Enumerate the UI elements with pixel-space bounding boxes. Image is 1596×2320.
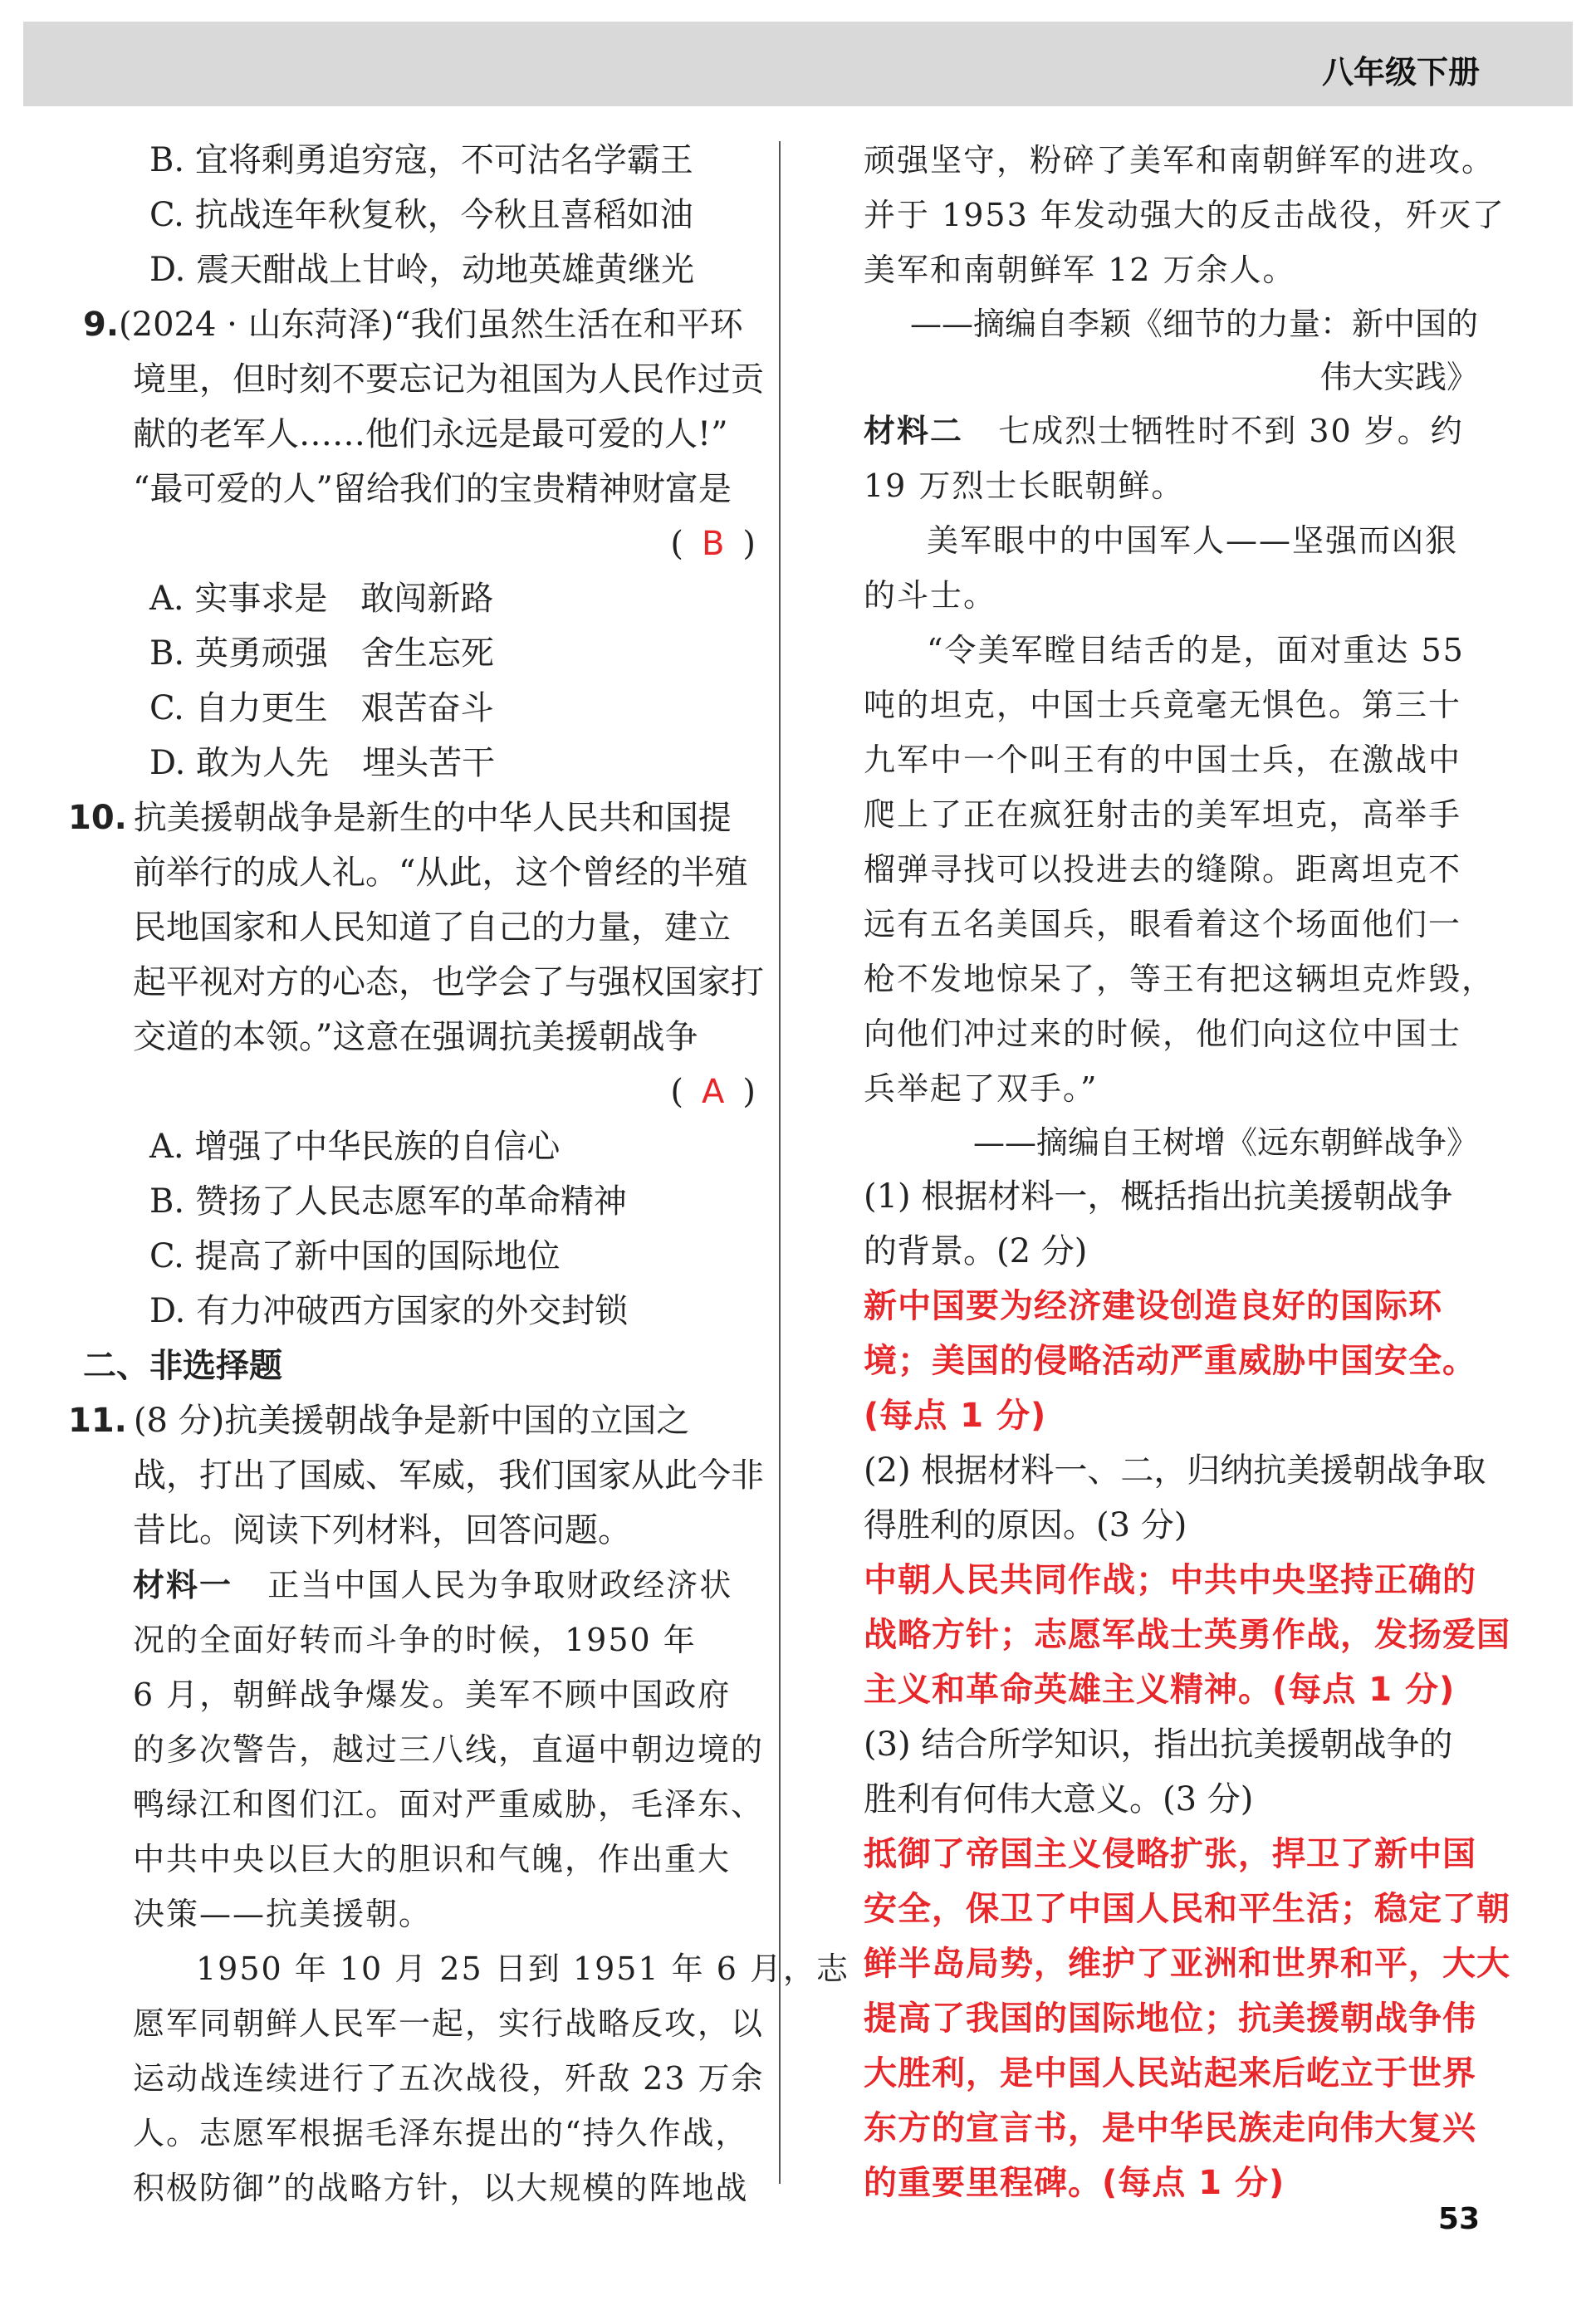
material-text: 积极防御”的战略方针，以大规模的阵地战 xyxy=(133,2170,749,2206)
material-text: 材料一 正当中国人民为争取财政经济状 xyxy=(133,1567,733,1603)
grade-title: 八年级下册 xyxy=(1321,54,1480,91)
answer-text: 鲜半岛局势，维护了亚洲和世界和平，大大 xyxy=(864,1945,1510,1983)
option: C. 自力更生 艰苦奋斗 xyxy=(149,689,494,727)
q8-options xyxy=(133,133,764,297)
question-text: 战，打出了国威、军威，我们国家从此今非 xyxy=(133,1456,764,1495)
material-text: 美军眼中的中国军人——坚强而凶狠 xyxy=(927,522,1459,559)
question-number: 9. xyxy=(83,306,120,344)
option: A. 增强了中华民族的自信心 xyxy=(149,1128,561,1166)
answer-text: 主义和革命英雄主义精神。(每点 1 分) xyxy=(864,1671,1456,1709)
answer-letter: B xyxy=(701,525,725,563)
material-text: 19 万烈士长眠朝鲜。 xyxy=(864,467,1185,504)
question-number: 10. xyxy=(68,799,127,837)
answer-bracket: ( B ) xyxy=(670,525,756,563)
material-label: 材料一 xyxy=(133,1567,233,1603)
question-text: 境里，但时刻不要忘记为祖国为人民作过贡 xyxy=(133,360,764,399)
right-column xyxy=(864,133,1510,2210)
option: B. 宜将剩勇追穷寇，不可沽名学霸王 xyxy=(149,141,693,179)
column-divider xyxy=(779,141,781,2184)
material-text: 鸭绿江和图们江。面对严重威胁，毛泽东、 xyxy=(133,1786,765,1823)
answer-text: 抵御了帝国主义侵略扩张，捍卫了新中国 xyxy=(864,1835,1476,1873)
answer-letter: A xyxy=(702,1073,725,1111)
answer-text: (每点 1 分) xyxy=(864,1397,1047,1435)
question-text: 昔比。阅读下列材料，回答问题。 xyxy=(133,1511,631,1549)
answer-text: 大胜利，是中国人民站起来后屹立于世界 xyxy=(864,2054,1476,2092)
material-text: 并于 1953 年发动强大的反击战役，歼灭了 xyxy=(864,197,1505,233)
material-text: 美军和南朝鲜军 12 万余人。 xyxy=(864,252,1296,288)
question-text: 前举行的成人礼。“从此，这个曾经的半殖 xyxy=(133,854,748,892)
answer-text: 东方的宣言书，是中华民族走向伟大复兴 xyxy=(864,2109,1476,2147)
question-text: 交道的本领。”这意在强调抗美援朝战争 xyxy=(133,1018,698,1056)
material-label: 材料二 xyxy=(864,413,964,449)
material-text: 况的全面好转而斗争的时候，1950 年 xyxy=(133,1622,697,1658)
answer-text: 战略方针；志愿军战士英勇作战，发扬爱国 xyxy=(864,1616,1510,1654)
material-text: 九军中一个叫王有的中国士兵，在激战中 xyxy=(864,742,1462,778)
material-text: 的多次警告，越过三八线，直逼中朝边境的 xyxy=(133,1731,765,1768)
material-text: 6 月，朝鲜战争爆发。美军不顾中国政府 xyxy=(133,1676,732,1713)
left-column xyxy=(68,133,850,2215)
option: C. 抗战连年秋复秋，今秋且喜稻如油 xyxy=(149,196,693,234)
question-number: 11. xyxy=(68,1402,127,1440)
option: D. 震天酣战上甘岭，动地英雄黄继光 xyxy=(149,251,695,289)
sub-question: 的背景。(2 分) xyxy=(864,1232,1088,1270)
page-number: 53 xyxy=(1437,2202,1480,2236)
material-text: 榴弹寻找可以投进去的缝隙。距离坦克不 xyxy=(864,851,1462,888)
material-text: 1950 年 10 月 25 日到 1951 年 6 月，志 xyxy=(196,1950,850,1987)
sub-question: (2) 根据材料一、二，归纳抗美援朝战争取 xyxy=(864,1451,1486,1490)
answer-bracket: ( A ) xyxy=(670,1073,756,1111)
material-text: 枪不发地惊呆了，等王有把这辆坦克炸毁， xyxy=(864,961,1496,997)
sub-question: (1) 根据材料一，概括指出抗美援朝战争 xyxy=(864,1177,1453,1216)
question-text: (8 分)抗美援朝战争是新中国的立国之 xyxy=(133,1402,690,1440)
material-text: 顽强坚守，粉碎了美军和南朝鲜军的进攻。 xyxy=(864,142,1496,179)
material-text: 兵举起了双手。” xyxy=(864,1070,1099,1107)
answer-text: 中朝人民共同作战；中共中央坚持正确的 xyxy=(864,1561,1476,1599)
answer-text: 新中国要为经济建设创造良好的国际环 xyxy=(864,1287,1442,1325)
material-text: 远有五名美国兵，眼看着这个场面他们一 xyxy=(864,906,1462,942)
material-text: 决策——抗美援朝。 xyxy=(133,1896,433,1932)
material-text: 运动战连续进行了五次战役，歼敌 23 万余 xyxy=(133,2060,765,2097)
section-heading: 二、非选择题 xyxy=(83,1347,282,1385)
question-10 xyxy=(68,790,764,1339)
question-text: 起平视对方的心态，也学会了与强权国家打 xyxy=(133,963,764,1001)
option: D. 有力冲破西方国家的外交封锁 xyxy=(149,1292,629,1330)
material-text: 愿军同朝鲜人民军一起，实行战略反攻，以 xyxy=(133,2005,765,2042)
option: A. 实事求是 敢闯新路 xyxy=(149,580,494,618)
option: B. 赞扬了人民志愿军的革命精神 xyxy=(149,1182,627,1221)
question-text: “最可爱的人”留给我们的宝贵精神财富是 xyxy=(133,470,732,508)
option: D. 敢为人先 埋头苦干 xyxy=(149,744,496,782)
material-text: 材料二 七成烈士牺牲时不到 30 岁。约 xyxy=(864,413,1464,449)
source-citation: ——摘编自王树增《远东朝鲜战争》 xyxy=(972,1124,1478,1161)
question-text: 民地国家和人民知道了自己的力量，建立 xyxy=(133,908,731,947)
sub-question: 得胜利的原因。(3 分) xyxy=(864,1506,1187,1544)
answer-text: 安全，保卫了中国人民和平生活；稳定了朝 xyxy=(864,1890,1510,1928)
material-text: 中共中央以巨大的胆识和气魄，作出重大 xyxy=(133,1841,732,1877)
source-citation: 伟大实践》 xyxy=(1319,359,1478,395)
question-9 xyxy=(83,297,764,790)
answer-text: 的重要里程碑。(每点 1 分) xyxy=(864,2164,1285,2202)
answer-text: 提高了我国的国际地位；抗美援朝战争伟 xyxy=(864,1999,1476,2038)
answer-text: 境；美国的侵略活动严重威胁中国安全。 xyxy=(864,1342,1476,1380)
material-text: “令美军瞠目结舌的是，面对重达 55 xyxy=(927,632,1465,668)
option: B. 英勇顽强 舍生忘死 xyxy=(149,634,494,673)
material-text: 吨的坦克，中国士兵竟毫无惧色。第三十 xyxy=(864,687,1462,723)
question-11 xyxy=(68,1393,850,2215)
material-text: 向他们冲过来的时候，他们向这位中国士 xyxy=(864,1016,1462,1052)
question-text: (2024 · 山东菏泽)“我们虽然生活在和平环 xyxy=(119,306,743,344)
sub-question: (3) 结合所学知识，指出抗美援朝战争的 xyxy=(864,1725,1453,1764)
question-text: 献的老军人……他们永远是最可爱的人!” xyxy=(133,415,728,453)
option: C. 提高了新中国的国际地位 xyxy=(149,1237,561,1275)
source-citation: ——摘编自李颖《细节的力量：新中国的 xyxy=(909,306,1478,342)
material-text: 的斗士。 xyxy=(864,577,997,614)
material-text: 爬上了正在疯狂射击的美军坦克，高举手 xyxy=(864,796,1462,833)
material-text: 人。志愿军根据毛泽东提出的“持久作战， xyxy=(133,2115,749,2151)
sub-question: 胜利有何伟大意义。(3 分) xyxy=(864,1780,1254,1818)
question-text: 抗美援朝战争是新生的中华人民共和国提 xyxy=(133,799,732,837)
